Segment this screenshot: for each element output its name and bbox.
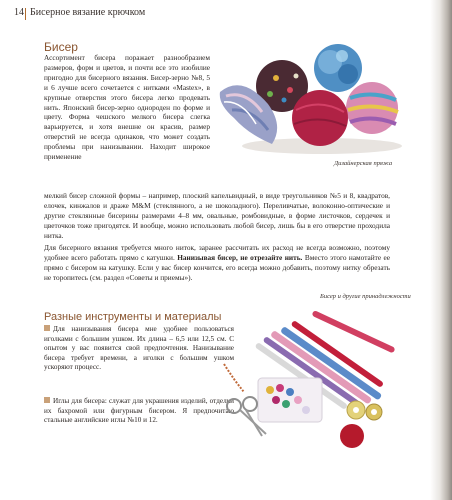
caption-yarn: Дизайнерская пряжа (334, 160, 393, 167)
bead-tray (258, 378, 322, 422)
section-title-tools: Разные инструменты и материалы (44, 311, 222, 323)
yarn-ball-striped (346, 82, 398, 134)
page-number: 14 (14, 7, 24, 18)
beads-and-tools-photo (214, 300, 414, 460)
red-bead-pile (340, 424, 364, 448)
section-title-beads: Бисер (44, 40, 78, 54)
bullet-bead-needles (44, 397, 234, 426)
bullet-square-icon (44, 325, 50, 331)
yarn-ball-red (292, 90, 348, 146)
bullet-bead-needles-text: Иглы для бисера: служат для украшения изделий, отделки их бахромой или фигурным бисером. Я предпочитаю стальные английские иглы №10 и 12. (44, 397, 234, 425)
header-divider (25, 8, 26, 20)
bead-string (224, 364, 244, 392)
bullet-needles-text: Для нанизывания бисера мне удобнее пользоваться иголками с большим ушком. Их длина – 6,5 или 12,5 см. С опытом у вас появится свой предпочтения. Нанизывание бисера требует времени, а иголки с большим ушком ускоряют процесс. (44, 325, 234, 372)
page-spine-shadow (430, 0, 452, 500)
paragraph-thread-text-a: Для бисерного вязания требуется много ниток, заранее рассчитать их расход не всегда возможно, поэтому удобнее всего работать прямо с катушки. (44, 243, 390, 262)
paragraph-beads-intro-wide: мелкий бисер сложной формы – например, плоский капельвидный, в виде треугольников №5 и 8, квадратов, елочек, кинжалов и драже M&M (стеклянного, а не шоколадного). Переливчатые, волоконно-оптические и другие стеклянные бисерины размерами 4–8 мм, овальные, ромбовидные, в форме листочков, сердечек и цветочков тоже пригодятся. И вообще, можно использовать любой бисер, лишь бы в его отверстие проходила нитка. (44, 191, 390, 240)
page-header (14, 7, 414, 23)
caption-beads: Бисер и другие принадлежности (320, 293, 411, 300)
paragraph-thread-text-b: Вместо этого намотайте ее прямо с бисером на катушку. Если у вас бисер кончится, его всегда можно добавить, поэтому нитку обрезать не торопитесь (см. раздел «Советы и приемы»). (44, 252, 390, 282)
bullet-needles (44, 325, 234, 373)
running-title: Бисерное вязание крючком (30, 7, 146, 18)
paragraph-thread-spool (44, 243, 390, 283)
paragraph-thread-bold: Нанизывая бисер, не отрезайте нить. (177, 252, 303, 262)
yarn-ball-blue (314, 44, 362, 92)
paragraph-beads-intro-narrow: Ассортимент бисера поражает разнообразием размеров, форм и цветов, и почти все это изобилие пригодно для бисерного вязания. Бисер-зерно №8, 5 и 6 лучше всего сочетается с нитками «Mastex», в крупные отверстия этого бисера легко продевать нить. Японский бисер-зерно однороден по форме и цвету. Форма чешского мелкого бисера слегка варьируется, и хотя внешне он красив, размер отверстий не всегда одинаков, что может создать проблемы при нанизывании. Находит широкое применение (44, 53, 210, 162)
designer-yarn-photo (212, 34, 412, 156)
thread-spools (347, 401, 382, 420)
bullet-square-icon (44, 397, 50, 403)
